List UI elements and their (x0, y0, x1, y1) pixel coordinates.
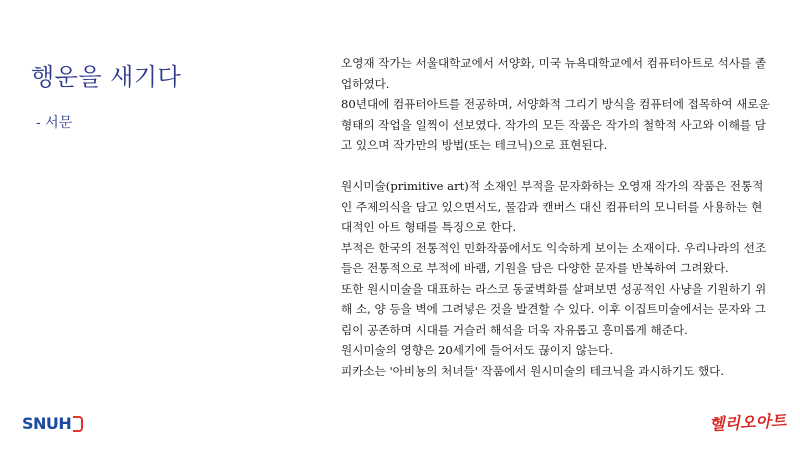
body-paragraph-4: 부적은 한국의 전통적인 민화작품에서도 익숙하게 보이는 소재이다. 우리나라의 선조들은 전통적으로 부적에 바램, 기원을 담은 다양한 문자를 반복하여 그려왔다. (341, 240, 767, 275)
body-paragraph-2: 80년대에 컴퓨터아트를 전공하며, 서양화적 그리기 방식을 컴퓨터에 접목하여 새로운 형태의 작업을 일찍이 선보였다. 작가의 모든 작품은 작가의 철학적 사고와 이해를 담고 있으며 작가만의 방법(또는 테크닉)으로 표현된다. (341, 97, 770, 152)
body-paragraph-7: 피카소는 '아비뇽의 처녀들' 작품에서 원시미술의 테크닉을 과시하기도 했다. (341, 363, 725, 378)
body-text (341, 53, 773, 381)
paragraph-spacer (341, 156, 773, 177)
body-paragraph-1: 오영재 작가는 서울대학교에서 서양화, 미국 뉴욕대학교에서 컴퓨터아트로 석사를 졸업하였다. (341, 56, 767, 91)
page-title: 행운을 새기다 (31, 63, 182, 91)
snuh-logo-text: SNUH (22, 414, 72, 433)
snuh-logo-mark-icon (73, 416, 83, 432)
body-paragraph-6: 원시미술의 영향은 20세기에 들어서도 끊이지 않는다. (341, 343, 614, 357)
body-paragraph-5: 또한 원시미술을 대표하는 라스코 동굴벽화를 살펴보면 성공적인 사냥을 기원하기 위해 소, 양 등을 벽에 그려넣은 것을 발견할 수 있다. 이후 이집트미술에서는 문자와 그림이 공존하며 시대를 거슬러 해석을 더욱 자유롭고 흥미롭게 해준다. (341, 281, 767, 337)
helio-art-logo: 헬리오아트 (708, 410, 787, 435)
snuh-logo (22, 414, 83, 433)
page-subtitle: - 서문 (36, 115, 73, 131)
body-paragraph-3: 원시미술(primitive art)적 소재인 부적을 문자화하는 오영재 작가의 작품은 전통적인 주제의식을 담고 있으면서도, 물감과 캔버스 대신 컴퓨터의 모니터를 사용하는 현대적인 아트 형태를 특징으로 한다. (341, 179, 764, 234)
